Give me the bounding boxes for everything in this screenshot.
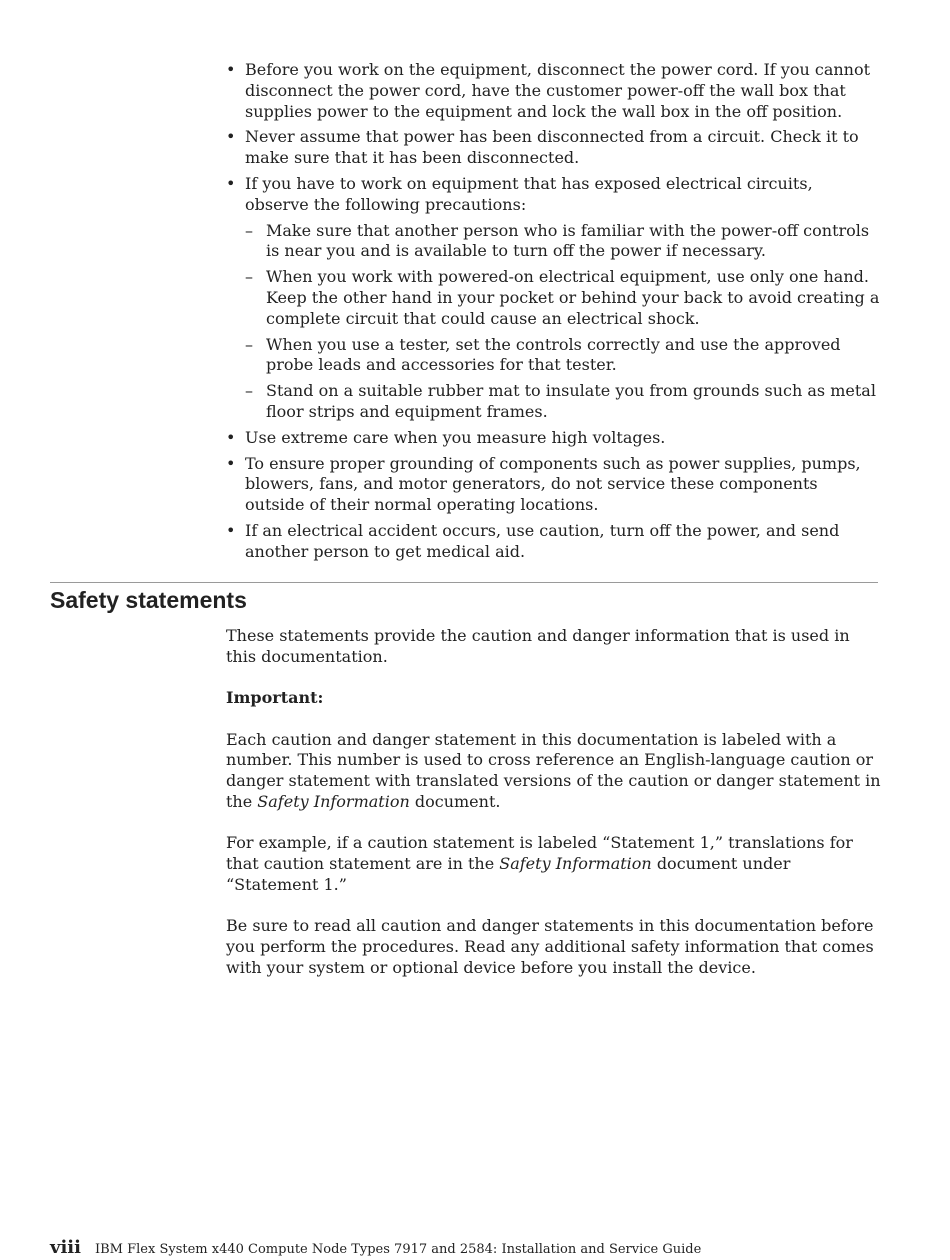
- section-divider: [50, 582, 878, 583]
- paragraph-text-end: document under “Statement 1.”: [226, 854, 791, 894]
- reading-paragraph: Be sure to read all caution and danger statements in this documentation before you perform the procedures. Read any additional safety information that comes with your system or optional device before you install the device.: [226, 916, 874, 977]
- section-heading: Safety statements: [50, 587, 247, 613]
- list-item: • If an electrical accident occurs, use caution, turn off the power, and send another person to get medical aid.: [226, 521, 881, 563]
- list-item: • Never assume that power has been disconnected from a circuit. Check it to make sure that it has been disconnected.: [226, 127, 881, 169]
- document-title-reference: Safety Information: [499, 854, 652, 874]
- list-item: [226, 174, 881, 423]
- page-number: viii: [50, 1237, 81, 1258]
- page-footer: [50, 1238, 701, 1260]
- list-item: • Before you work on the equipment, disconnect the power cord. If you cannot disconnect the power cord, have the customer power-off the wall box that supplies power to the equipment and lock the wall box in the off position.: [226, 60, 881, 122]
- paragraph-text: Each caution and danger statement in this documentation is labeled with a number. This number is used to cross reference an English-language caution or danger statement with translated versions of the caution or danger statement in the: [226, 729, 881, 811]
- footer-title: IBM Flex System x440 Compute Node Types 7917 and 2584: Installation and Service Guide: [94, 1242, 702, 1257]
- precautions-sublist: [245, 221, 881, 423]
- intro-paragraph: These statements provide the caution and danger information that is used in this documentation.: [226, 626, 850, 666]
- safety-precautions-list: [226, 60, 881, 568]
- bullet-list: [226, 60, 881, 563]
- labeling-paragraph: [226, 730, 881, 813]
- sublist-item: – Make sure that another person who is familiar with the power-off controls is near you and is available to turn off the power if necessary.: [245, 221, 881, 263]
- document-title-reference: Safety Information: [257, 791, 410, 811]
- sublist-item: – When you work with powered-on electrical equipment, use only one hand. Keep the other hand in your pocket or behind your back to avoid creating a complete circuit that could cause an electrical shock.: [245, 267, 881, 329]
- important-label: Important:: [226, 688, 324, 708]
- paragraph-text-end: document.: [414, 791, 501, 811]
- paragraph-text: For example, if a caution statement is labeled “Statement 1,” translations for that caution statement are in the: [226, 833, 853, 874]
- sublist-item: – Stand on a suitable rubber mat to insulate you from grounds such as metal floor strips and equipment frames.: [245, 381, 881, 423]
- list-item-text: If you have to work on equipment that has exposed electrical circuits, observe the following precautions:: [245, 173, 813, 214]
- list-item: • To ensure proper grounding of components such as power supplies, pumps, blowers, fans, and motor generators, do not service these components outside of their normal operating locations.: [226, 454, 881, 516]
- list-item: • Use extreme care when you measure high voltages.: [226, 428, 881, 449]
- section-body: [226, 626, 881, 999]
- example-paragraph: [226, 833, 881, 895]
- sublist-item: – When you use a tester, set the controls correctly and use the approved probe leads and accessories for that tester.: [245, 335, 881, 377]
